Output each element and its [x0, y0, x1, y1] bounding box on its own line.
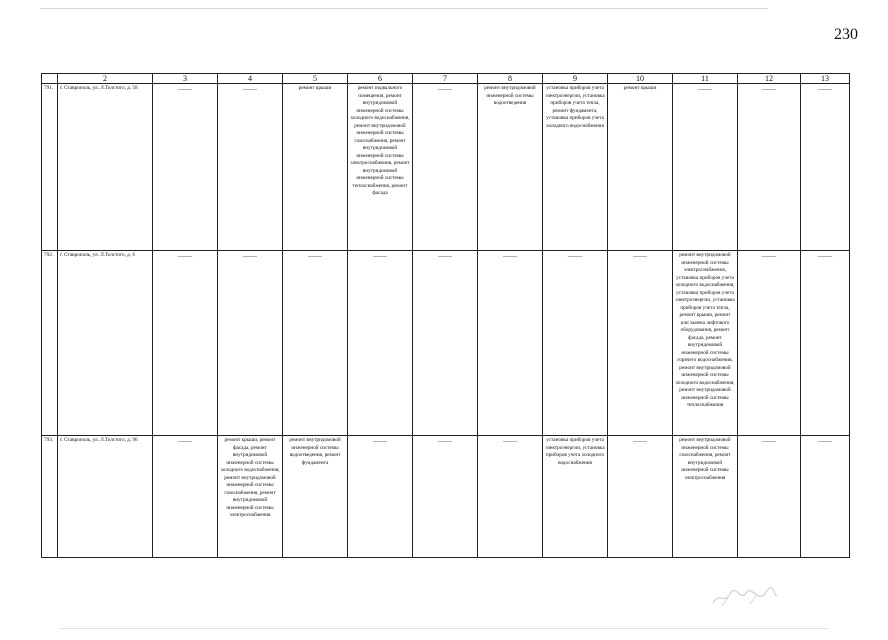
row-number: 791.	[42, 84, 58, 251]
table-cell: ——	[153, 436, 218, 558]
page-number: 230	[834, 26, 858, 43]
header-cell: 13	[801, 74, 850, 84]
table-cell: ремонт подвального помещения, ремонт внутридомовой инженерной системы холодного водоснабжения, ремонт внутридомовой инженерной системы газоснабжения, ремонт внутридомовой инженерной системы электроснабжения, ремонт внутридомовой инженерной системы теплоснабжения, ремонт фасада	[348, 84, 413, 251]
table-cell: ——	[543, 251, 608, 436]
table-cell: ——	[738, 436, 801, 558]
table-row	[42, 251, 850, 436]
table-cell: ——	[608, 436, 673, 558]
header-cell-1	[42, 74, 58, 84]
row-address: г. Ставрополь, ул. Л.Толстого, д. 96	[58, 436, 153, 558]
table-cell: установка приборов учета электроэнергии, установка приборов учета тепла, ремонт фундамента, установка приборов учета холодного водоснабжения	[543, 84, 608, 251]
table-cell: ——	[153, 84, 218, 251]
table-cell: ——	[413, 251, 478, 436]
scan-artifact-top	[40, 8, 768, 9]
table-cell: ремонт крыши	[283, 84, 348, 251]
table-cell: ремонт крыши	[608, 84, 673, 251]
table-cell: ремонт внутридомовой инженерной системы водоотведения	[478, 84, 543, 251]
scan-artifact-bottom	[60, 628, 828, 629]
stamp-scribble-mark	[710, 585, 780, 610]
header-cell: 10	[608, 74, 673, 84]
header-cell: 12	[738, 74, 801, 84]
header-cell: 6	[348, 74, 413, 84]
table-cell: ——	[478, 251, 543, 436]
table-cell: ——	[348, 436, 413, 558]
header-cell: 5	[283, 74, 348, 84]
header-cell: 9	[543, 74, 608, 84]
repair-schedule-table	[41, 73, 850, 558]
table-cell: ——	[218, 84, 283, 251]
table-cell: ——	[673, 84, 738, 251]
row-address: г. Ставрополь, ул. Л.Толстого, д. 58	[58, 84, 153, 251]
table-cell: ——	[608, 251, 673, 436]
header-cell: 7	[413, 74, 478, 84]
table-cell: установка приборов учета электроэнергии, установка приборов учета холодного водоснабжения	[543, 436, 608, 558]
header-row	[42, 74, 850, 84]
row-number: 793.	[42, 436, 58, 558]
table-cell: ——	[348, 251, 413, 436]
table-cell: ремонт внутридомовой инженерной системы водоотведения, ремонт фундамента	[283, 436, 348, 558]
table-cell: ——	[738, 84, 801, 251]
header-cell: 4	[218, 74, 283, 84]
table-cell: ——	[801, 84, 850, 251]
table-cell: ремонт крыши, ремонт фасада, ремонт внутридомовой инженерной системы холодного водоснабжения, ремонт внутридомовой инженерной системы газоснабжения, ремонт внутридомовой инженерной системы электроснабжения	[218, 436, 283, 558]
header-cell: 11	[673, 74, 738, 84]
table-cell: ——	[413, 84, 478, 251]
table-cell: ——	[283, 251, 348, 436]
table-cell: ——	[738, 251, 801, 436]
header-cell: 3	[153, 74, 218, 84]
row-number: 792.	[42, 251, 58, 436]
table-cell: ремонт внутридомовой инженерной системы газоснабжения, ремонт внутридомовой инженерной системы электроснабжения	[673, 436, 738, 558]
table-cell: ——	[801, 436, 850, 558]
table-cell: ремонт внутридомовой инженерной системы электроснабжения, установка приборов учета холодного водоснабжения, установка приборов учета электроэнергии, установка приборов учета тепла, ремонт крыши, ремонт или замена лифтового оборудования, ремонт фасада, ремонт внутридомовой инженерной системы горячего водоснабжения, ремонт внутридомовой инженерной системы холодного водоснабжения, ремонт внутридомовой инженерной системы теплоснабжения	[673, 251, 738, 436]
header-cell: 2	[58, 74, 153, 84]
table-row	[42, 436, 850, 558]
table-cell: ——	[801, 251, 850, 436]
table-cell: ——	[153, 251, 218, 436]
table-row	[42, 84, 850, 251]
table-cell: ——	[413, 436, 478, 558]
table-cell: ——	[478, 436, 543, 558]
table-cell: ——	[218, 251, 283, 436]
row-address: г. Ставрополь, ул. Л.Толстого, д. 6	[58, 251, 153, 436]
header-cell: 8	[478, 74, 543, 84]
